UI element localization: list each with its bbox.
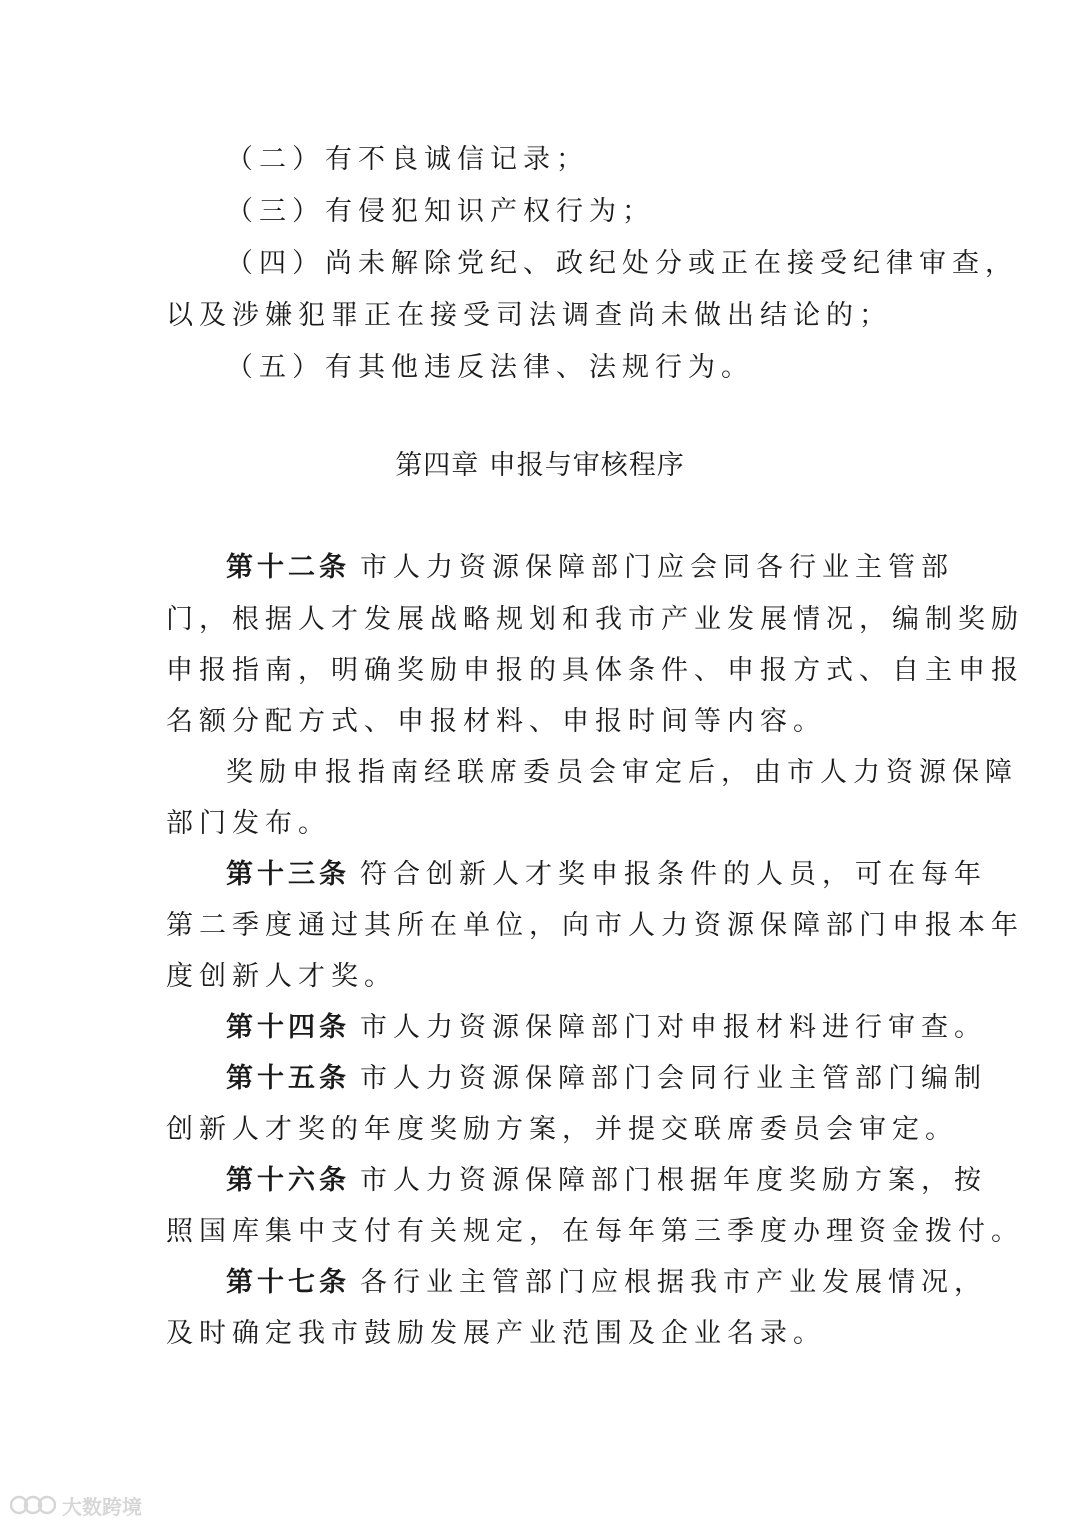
article-12-text-1: 市人力资源保障部门应会同各行业主管部 [360, 552, 954, 583]
article-17-line-2: 及时确定我市鼓励发展产业范围及企业名录。 [166, 1318, 826, 1349]
article-12-label: 第十二条 [226, 552, 350, 583]
list-item-4-line-1: （四）尚未解除党纪、政纪处分或正在接受纪律审查， [226, 248, 1018, 279]
article-16-line-2: 照国库集中支付有关规定，在每年第三季度办理资金拨付。 [166, 1216, 1024, 1247]
brand-logo-icon [10, 1492, 56, 1518]
article-15-text-1: 市人力资源保障部门会同行业主管部门编制 [360, 1063, 987, 1094]
article-17-label: 第十七条 [226, 1267, 350, 1298]
list-item-2: （二）有不良诚信记录； [226, 144, 589, 175]
article-14-text-1: 市人力资源保障部门对申报材料进行审查。 [360, 1012, 987, 1043]
chapter-title: 第四章 申报与审核程序 [395, 450, 685, 481]
article-15-line-2: 创新人才奖的年度奖励方案，并提交联席委员会审定。 [166, 1114, 958, 1145]
article-15-line-1 [226, 1061, 987, 1097]
article-16-label: 第十六条 [226, 1165, 350, 1196]
article-16-line-1 [226, 1163, 987, 1199]
article-16-text-1: 市人力资源保障部门根据年度奖励方案，按 [360, 1165, 987, 1196]
article-12-para-2-line-1: 奖励申报指南经联席委员会审定后，由市人力资源保障 [226, 757, 1018, 788]
article-12-line-4: 名额分配方式、申报材料、申报时间等内容。 [166, 706, 826, 737]
list-item-5: （五）有其他违反法律、法规行为。 [226, 352, 754, 383]
watermark-text: 大数跨境 [62, 1494, 142, 1519]
article-13-line-2: 第二季度通过其所在单位，向市人力资源保障部门申报本年 [166, 910, 1024, 941]
article-17-line-1 [226, 1265, 987, 1301]
article-12-para-2-line-2: 部门发布。 [166, 808, 331, 839]
article-12-line-2: 门，根据人才发展战略规划和我市产业发展情况，编制奖励 [166, 604, 1024, 635]
article-13-text-1: 符合创新人才奖申报条件的人员，可在每年 [360, 859, 987, 890]
article-13-line-1 [226, 857, 987, 893]
article-12-line-3: 申报指南，明确奖励申报的具体条件、申报方式、自主申报 [166, 655, 1024, 686]
article-12-line-1 [226, 550, 954, 586]
article-13-label: 第十三条 [226, 859, 350, 890]
article-13-line-3: 度创新人才奖。 [166, 961, 397, 992]
watermark [10, 1490, 142, 1520]
article-14-label: 第十四条 [226, 1012, 350, 1043]
article-14-line-1 [226, 1010, 987, 1046]
list-item-3: （三）有侵犯知识产权行为； [226, 196, 655, 227]
list-item-4-line-2: 以及涉嫌犯罪正在接受司法调查尚未做出结论的； [166, 300, 892, 331]
article-15-label: 第十五条 [226, 1063, 350, 1094]
article-17-text-1: 各行业主管部门应根据我市产业发展情况， [360, 1267, 987, 1298]
